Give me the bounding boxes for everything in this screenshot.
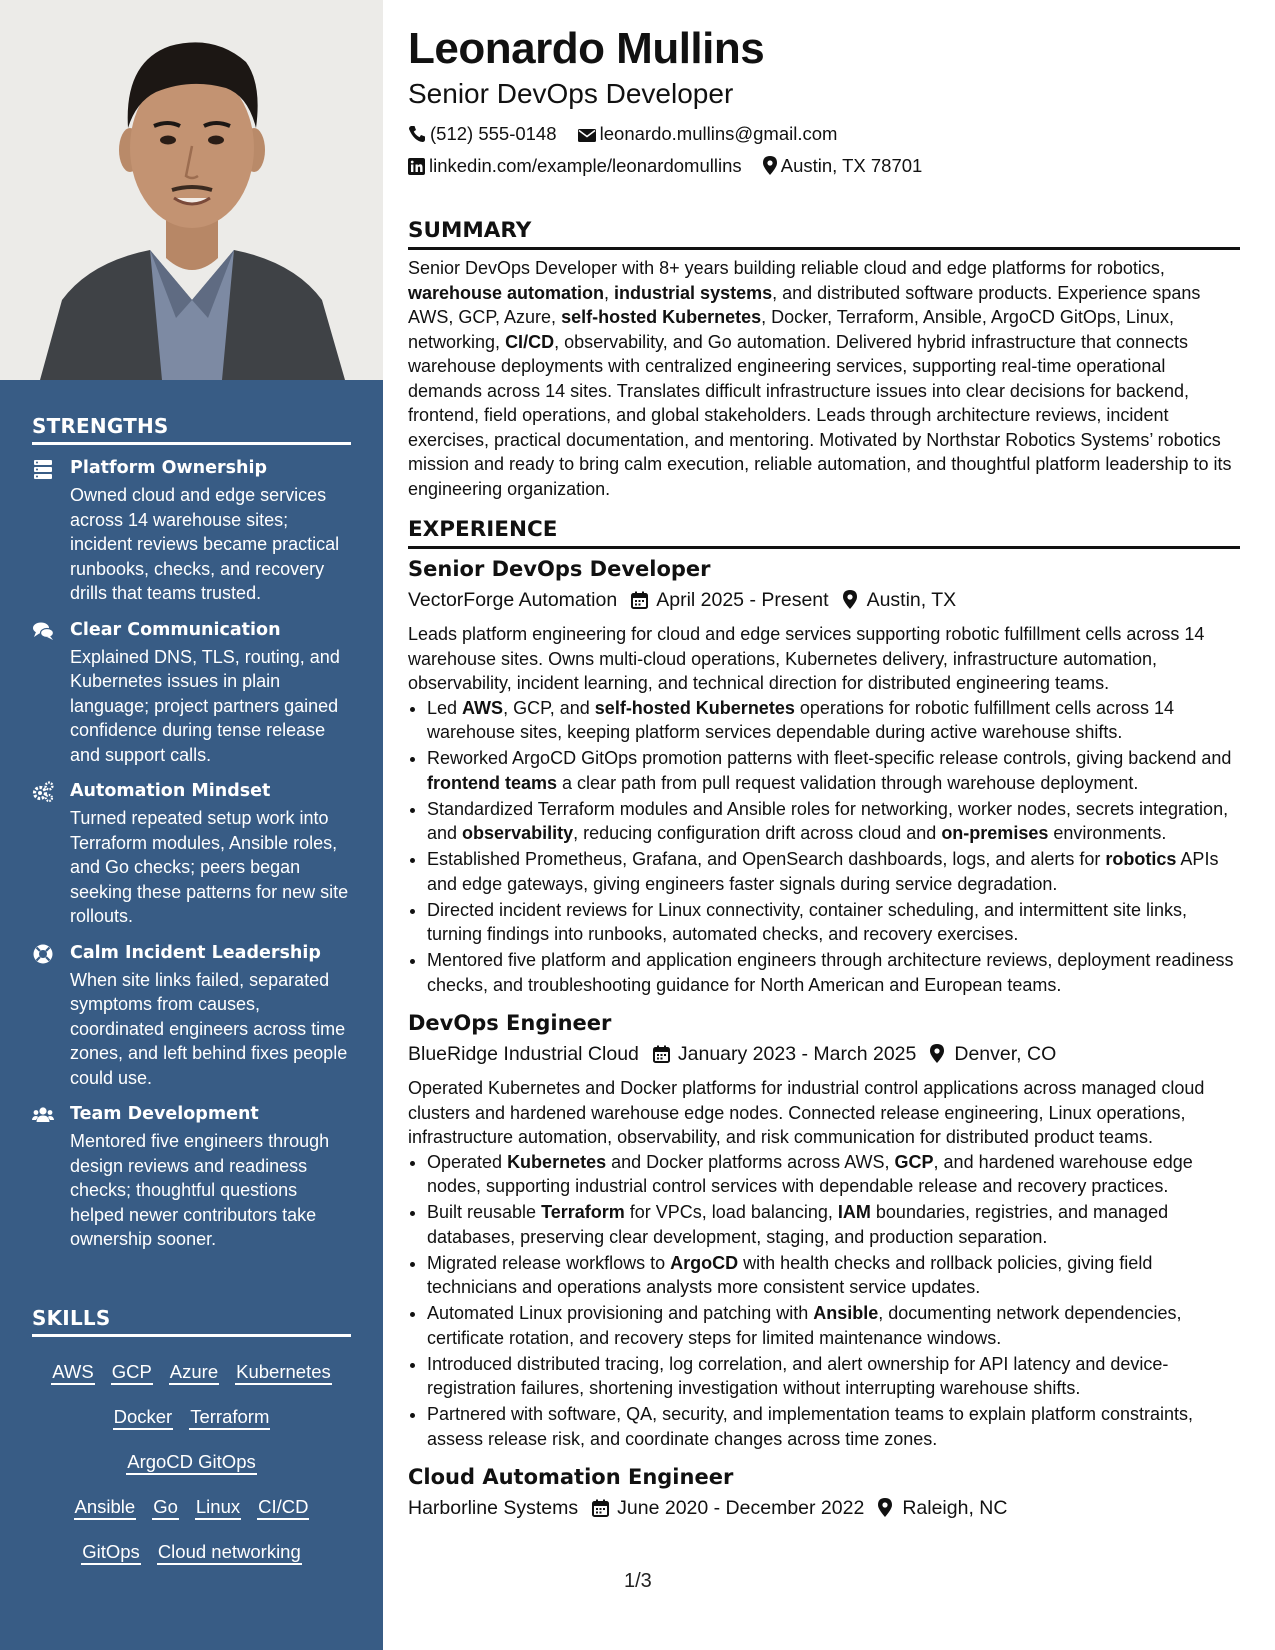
map-marker-icon — [878, 1496, 892, 1526]
location-contact — [763, 150, 923, 182]
job-meta — [408, 1039, 1240, 1072]
job-title: Cloud Automation Engineer — [408, 1465, 734, 1489]
bold-text: robotics — [1105, 849, 1177, 869]
text-run: , reducing configuration drift across cloud and — [573, 823, 942, 843]
job-meta — [408, 1493, 1240, 1526]
bullet-item — [427, 948, 1240, 997]
text-run: Mentored five platform and application engineers through architecture reviews, deployment readiness checks, and troubleshooting guidance for North American and European teams. — [427, 950, 1234, 995]
text-run: Automated Linux provisioning and patching with — [427, 1303, 814, 1323]
strength-title: Platform Ownership — [70, 458, 267, 478]
text-run: boundaries, registries, and managed databases, preserving clear development, staging, and production separation. — [427, 1202, 1169, 1247]
bullet-item — [427, 1402, 1240, 1451]
gears-icon — [32, 781, 54, 803]
text-run: Reworked ArgoCD GitOps promotion patterns with fleet-specific release controls, giving backend and — [427, 748, 1232, 768]
text-run: Built reusable — [427, 1202, 542, 1222]
users-icon — [32, 1104, 54, 1126]
bold-text: industrial systems — [614, 282, 773, 303]
strength-title: Team Development — [70, 1104, 259, 1124]
job-summary: Operated Kubernetes and Docker platforms for industrial control applications across managed cloud clusters and hardened warehouse edge nodes. Connected release engineering, Linux operations, infrastructure automation, observability, and risk communication for distributed product teams. — [408, 1078, 1205, 1147]
profile-photo-illustration — [0, 0, 383, 380]
strength-item — [32, 780, 351, 929]
job-entry — [408, 555, 1240, 997]
bullet-item — [427, 1200, 1240, 1249]
bullet-item — [427, 847, 1240, 896]
text-run: , documenting network dependencies, certificate rotation, and recovery steps for limited maintenance windows. — [427, 1303, 1182, 1348]
job-bullets — [408, 696, 1240, 998]
phone-icon — [408, 125, 426, 143]
text-run: Led — [427, 697, 463, 718]
phone-contact[interactable] — [408, 118, 557, 150]
text-run: , Docker, Terraform, Ansible, ArgoCD GitOps, Linux, networking, — [408, 307, 1174, 352]
skill-chip: GCP — [111, 1361, 153, 1385]
candidate-name: Leonardo Mullins — [408, 24, 765, 73]
skill-chip: Kubernetes — [235, 1361, 332, 1385]
job-title: Senior DevOps Developer — [408, 557, 711, 581]
strength-description: Owned cloud and edge services across 14 warehouse sites; incident reviews became practical runbooks, checks, and recovery drills that teams trusted. — [70, 485, 340, 603]
strength-description: Turned repeated setup work into Terraform modules, Ansible roles, and Go checks; peers began seeking these patterns for new site rollouts. — [70, 808, 349, 926]
map-marker-icon — [843, 588, 857, 618]
skill-chip: Linux — [195, 1496, 241, 1520]
email-contact[interactable] — [578, 118, 838, 150]
bold-text: ArgoCD — [670, 1252, 739, 1273]
bold-text: frontend teams — [427, 772, 558, 793]
bold-text: CI/CD — [505, 331, 555, 352]
text-run: Operated — [427, 1151, 508, 1172]
job-entry — [408, 1463, 1240, 1526]
job-location: Denver, CO — [954, 1043, 1057, 1065]
skill-chip: GitOps — [81, 1541, 141, 1565]
text-run: Partnered with software, QA, security, and implementation teams to explain platform constraints, assess release risk, and coordinate changes across time zones. — [427, 1404, 1194, 1449]
profile-photo — [0, 0, 383, 380]
bold-text: self-hosted Kubernetes — [561, 307, 762, 327]
bullet-item — [427, 898, 1240, 947]
strengths-heading: STRENGTHS — [32, 414, 351, 445]
text-run: , observability, and Go automation. Delivered hybrid infrastructure that connects warehouse deployments with centralized engineering services, supporting real-time operational demands across 14 sites. Translates difficult infrastructure issues into clear decisions for backend, frontend, field operations, and global stakeholders. Leads through architecture reviews, incident exercises, practical documentation, and mentoring. Motivated by Northstar Robotics Systems’ robotics mission and ready to bring calm execution, reliable automation, and thoughtful platform leadership to its engineering organization. — [408, 331, 1232, 499]
strengths-section — [32, 414, 351, 1265]
text-run: for VPCs, load balancing, — [624, 1202, 838, 1222]
text-run: operations for robotic fulfillment cells across 14 warehouse sites, keeping platform services dependable during active warehouse shifts. — [427, 697, 1175, 742]
text-run: a clear path from pull request validation through warehouse deployment. — [557, 772, 1139, 793]
text-run: , and hardened warehouse edge nodes, supporting industrial control services with dependable release and recovery practices. — [427, 1151, 1193, 1196]
strength-title: Automation Mindset — [70, 781, 271, 801]
text-run: , GCP, and — [503, 697, 595, 718]
bold-text: Kubernetes — [507, 1151, 607, 1172]
bold-text: self-hosted Kubernetes — [594, 697, 795, 718]
text-run: Standardized Terraform modules and Ansible roles for networking, worker nodes, secrets integration, and — [427, 798, 1229, 843]
life-ring-icon — [32, 943, 54, 965]
sidebar — [0, 0, 383, 1650]
job-bullets — [408, 1150, 1240, 1452]
text-run: , and distributed software products. Experience spans AWS, GCP, Azure, — [408, 282, 1201, 327]
job-dates: April 2025 - Present — [656, 589, 829, 611]
skills-heading: SKILLS — [32, 1306, 351, 1337]
text-run: , — [604, 282, 615, 303]
skill-chip: Ansible — [74, 1496, 137, 1520]
text-run: Established Prometheus, Grafana, and OpenSearch dashboards, logs, and alerts for — [427, 849, 1106, 869]
strength-description: Mentored five engineers through design reviews and readiness checks; thoughtful questions helped newer contributors take ownership sooner. — [70, 1131, 330, 1249]
email-address: leonardo.mullins@gmail.com — [599, 123, 838, 144]
job-location: Raleigh, NC — [902, 1497, 1008, 1519]
phone-number: (512) 555-0148 — [430, 123, 557, 144]
strength-item — [32, 942, 351, 1091]
envelope-icon — [578, 128, 596, 143]
job-dates: January 2023 - March 2025 — [677, 1043, 917, 1065]
text-run: environments. — [1048, 823, 1167, 843]
linkedin-url: linkedin.com/example/leonardomullins — [429, 155, 742, 176]
linkedin-icon — [408, 158, 425, 175]
strength-description: Explained DNS, TLS, routing, and Kubernetes issues in plain language; project partners gained confidence during tense release and support calls. — [70, 646, 340, 765]
candidate-title: Senior DevOps Developer — [408, 78, 734, 109]
bullet-item — [427, 1150, 1240, 1199]
bullet-item — [427, 1251, 1240, 1300]
text-run: Introduced distributed tracing, log correlation, and alert ownership for API latency and device-registration failures, shortening investigation without interrupting warehouse shifts. — [427, 1353, 1169, 1398]
skill-chip: CI/CD — [257, 1496, 309, 1520]
job-title: DevOps Engineer — [408, 1011, 612, 1035]
strength-description: When site links failed, separated symptoms from causes, coordinated engineers across time zones, and left behind fixes people could use. — [70, 969, 348, 1088]
calendar-icon — [592, 1496, 609, 1526]
company-name: VectorForge Automation — [408, 589, 618, 611]
strength-item — [32, 1103, 351, 1252]
calendar-icon — [631, 588, 648, 618]
calendar-icon — [653, 1042, 670, 1072]
skill-chip: ArgoCD GitOps — [126, 1451, 257, 1475]
text-run: Senior DevOps Developer with 8+ years building reliable cloud and edge platforms for robotics, — [408, 258, 1165, 278]
skill-chip: Terraform — [189, 1406, 270, 1430]
linkedin-contact[interactable] — [408, 150, 742, 182]
server-icon — [32, 458, 54, 480]
text-run: Directed incident reviews for Linux connectivity, container scheduling, and intermittent site links, turning findings into runbooks, automated checks, and recovery exercises. — [427, 899, 1188, 944]
skill-chip: Docker — [113, 1406, 174, 1430]
skill-chip: Cloud networking — [157, 1541, 302, 1565]
text-run: Migrated release workflows to — [427, 1252, 671, 1273]
bold-text: AWS — [462, 697, 504, 718]
job-dates: June 2020 - December 2022 — [617, 1497, 865, 1519]
company-name: Harborline Systems — [408, 1497, 579, 1519]
bold-text: observability — [462, 823, 574, 843]
skills-section — [32, 1306, 351, 1574]
company-name: BlueRidge Industrial Cloud — [408, 1043, 639, 1065]
strength-title: Clear Communication — [70, 619, 281, 640]
job-location: Austin, TX — [866, 589, 957, 611]
skill-chip: Azure — [169, 1361, 219, 1385]
map-marker-icon — [930, 1042, 944, 1072]
job-entry — [408, 1009, 1240, 1451]
skill-chip: AWS — [51, 1361, 94, 1385]
job-meta — [408, 585, 1240, 618]
location-text: Austin, TX 78701 — [780, 155, 923, 176]
skills-list — [32, 1349, 351, 1574]
contact-info — [408, 118, 1240, 182]
text-run: and Docker platforms across AWS, — [606, 1151, 895, 1172]
main-content — [408, 22, 1240, 1530]
bold-text: Ansible — [813, 1303, 879, 1323]
strength-item — [32, 619, 351, 768]
bold-text: on-premises — [941, 823, 1049, 843]
bullet-item — [427, 797, 1240, 846]
page-number: 1/3 — [624, 1570, 652, 1592]
experience-heading: EXPERIENCE — [408, 517, 1240, 549]
strength-title: Calm Incident Leadership — [70, 942, 321, 963]
text-run: with health checks and rollback policies, giving field technicians and operations analysts more consistent service updates. — [427, 1252, 1153, 1297]
bold-text: IAM — [837, 1202, 871, 1222]
map-marker-icon — [763, 156, 777, 175]
bullet-item — [427, 1301, 1240, 1350]
strength-item — [32, 457, 351, 606]
bullet-item — [427, 746, 1240, 795]
bold-text: GCP — [894, 1151, 934, 1172]
job-summary: Leads platform engineering for cloud and edge services supporting robotic fulfillment cells across 14 warehouse sites. Owns multi-cloud operations, Kubernetes delivery, infrastructure automation, observability, incident learning, and technical direction for distributed engineering teams. — [408, 624, 1205, 693]
bullet-item — [427, 696, 1240, 745]
bullet-item — [427, 1352, 1240, 1401]
comments-icon — [32, 620, 54, 642]
text-run: APIs and edge gateways, giving engineers faster signals during service degradation. — [427, 849, 1219, 894]
summary-heading: SUMMARY — [408, 218, 1240, 250]
experience-list — [408, 555, 1240, 1526]
skill-chip: Go — [152, 1496, 179, 1520]
bold-text: warehouse automation — [408, 282, 605, 303]
bold-text: Terraform — [541, 1202, 625, 1222]
summary-paragraph — [408, 256, 1240, 501]
